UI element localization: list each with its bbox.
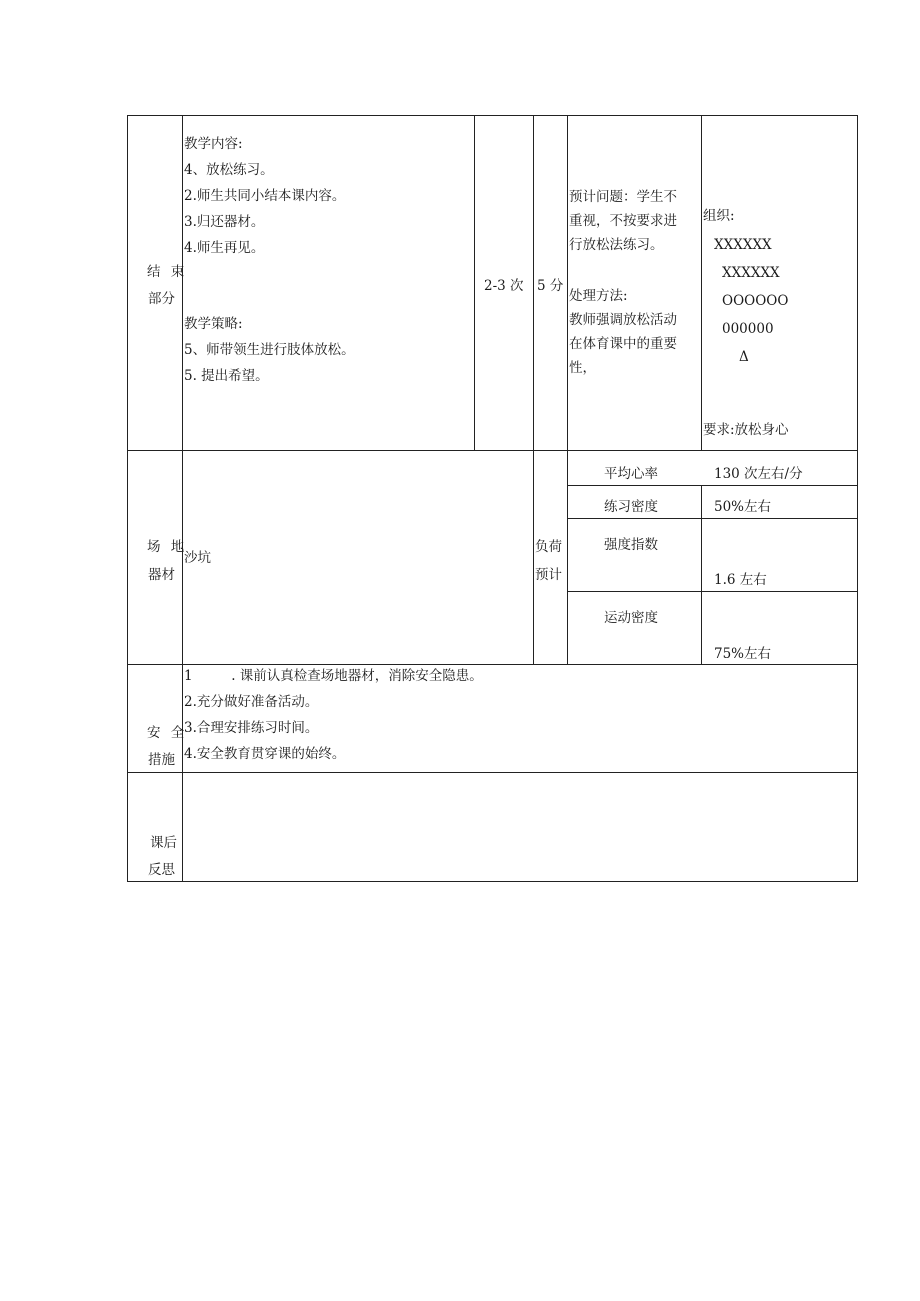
expected-problem — [569, 185, 677, 257]
reflection-label-line1: 课后 — [150, 835, 177, 851]
requirement: 要求:放松身心 — [703, 422, 789, 438]
metric-divider-2 — [567, 518, 858, 519]
table-border-top — [127, 115, 858, 116]
method-line: 处理方法: — [569, 288, 628, 304]
metric-divider-1 — [567, 485, 858, 486]
problem-line: 重视，不按要求进 — [569, 213, 677, 229]
metric-name-column-right — [701, 485, 702, 665]
strategy-item: 5. 提出希望。 — [184, 368, 269, 384]
problem-line: 行放松法练习。 — [569, 237, 664, 253]
table-border-left — [127, 115, 128, 882]
closing-section-label-line2: 部分 — [148, 291, 175, 307]
strategy-item: 5、师带领生进行肢体放松。 — [184, 342, 355, 358]
handling-method — [569, 284, 677, 380]
reflection-content-area[interactable] — [183, 773, 857, 881]
load-label-line1: 负荷 — [535, 539, 562, 555]
problem-column-right — [701, 115, 702, 451]
table-border-bottom — [127, 881, 858, 882]
strategy-heading: 教学策略: — [184, 316, 243, 332]
content-item: 2.师生共同小结本课内容。 — [184, 188, 346, 204]
organization-heading: 组织: — [703, 208, 735, 224]
method-line: 性， — [569, 360, 596, 376]
metric-value: 130 次左右/分 — [714, 466, 803, 482]
content-heading: 教学内容: — [184, 136, 243, 152]
metric-name: 强度指数 — [604, 537, 658, 553]
content-item: 4.师生再见。 — [184, 240, 265, 256]
teaching-strategy — [184, 311, 355, 389]
duration-column-right — [567, 115, 568, 665]
content-item: 4、放松练习。 — [184, 162, 274, 178]
formation-row: XXXXXX — [722, 265, 780, 281]
metric-name: 平均心率 — [604, 466, 658, 482]
safety-item: 4.安全教育贯穿课的始终。 — [184, 746, 346, 762]
metric-value: 50%左右 — [714, 499, 772, 515]
teaching-content — [184, 131, 345, 261]
row-divider-closing-venue — [127, 450, 858, 451]
safety-item: 1 . 课前认真检查场地器材，消除安全隐患。 — [184, 668, 483, 684]
load-label-line2: 预计 — [535, 567, 562, 583]
content-item: 3.归还器材。 — [184, 214, 265, 230]
practice-times: 2-3 次 — [484, 278, 524, 294]
formation-row: 000000 — [722, 321, 774, 337]
safety-label-line1: 安 全 — [147, 725, 188, 741]
closing-section-label-line1: 结 束 — [147, 264, 188, 280]
times-column-left — [474, 115, 475, 451]
practice-duration: 5 分 — [537, 278, 564, 294]
method-line: 教师强调放松活动 — [569, 312, 677, 328]
safety-item: 2.充分做好准备活动。 — [184, 694, 319, 710]
metric-divider-3 — [567, 591, 858, 592]
times-column-right — [533, 115, 534, 665]
label-column-divider — [182, 115, 183, 882]
metric-name: 运动密度 — [604, 610, 658, 626]
metric-value: 75%左右 — [714, 646, 772, 662]
table-border-right — [857, 115, 858, 882]
problem-line: 预计问题：学生不 — [569, 189, 677, 205]
teacher-position-marker: Δ — [739, 349, 749, 365]
formation-row: XXXXXX — [714, 237, 772, 253]
method-line: 在体育课中的重要 — [569, 336, 677, 352]
safety-item: 3.合理安排练习时间。 — [184, 720, 319, 736]
formation-row: OOOOOO — [722, 293, 789, 309]
venue-label-line2: 器材 — [148, 567, 175, 583]
metric-value: 1.6 左右 — [714, 572, 767, 588]
safety-measures — [184, 663, 483, 767]
reflection-label-line2: 反思 — [148, 862, 175, 878]
venue-equipment: 沙坑 — [184, 550, 211, 566]
safety-label-line2: 措施 — [148, 752, 175, 768]
metric-name: 练习密度 — [604, 499, 658, 515]
venue-label-line1: 场 地 — [147, 539, 188, 555]
